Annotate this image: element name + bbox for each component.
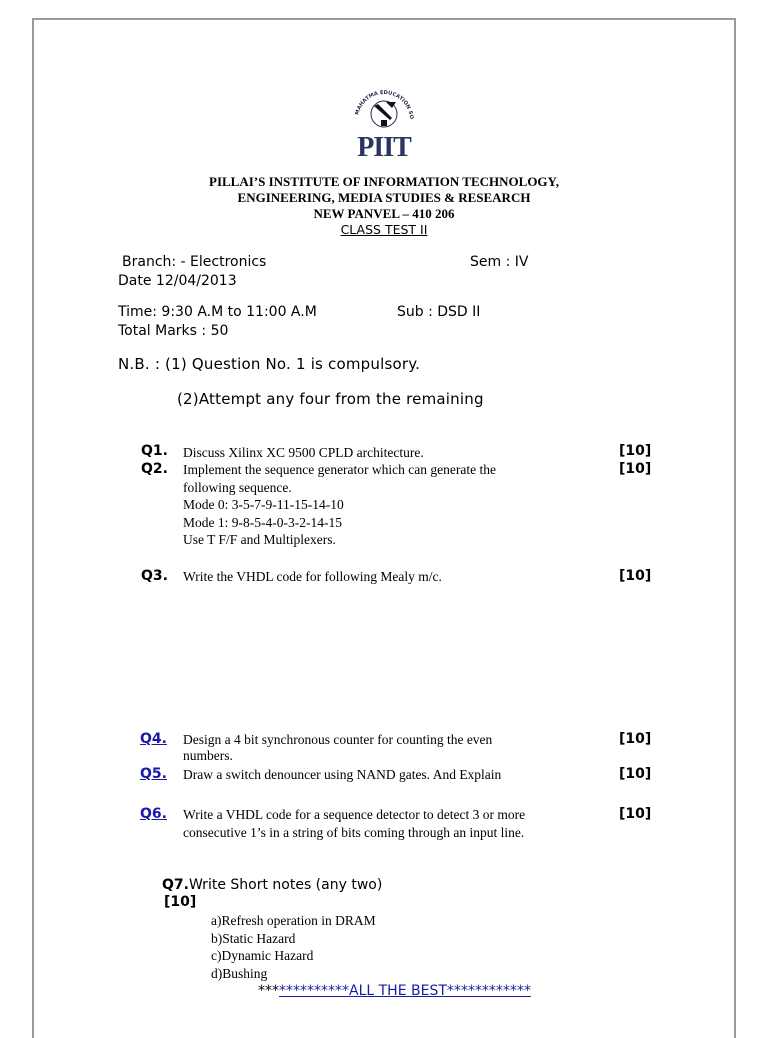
question-marks: [10] — [619, 461, 652, 477]
institute-name-line2: ENGINEERING, MEDIA STUDIES & RESEARCH — [237, 190, 531, 205]
question-marks: [10] — [619, 766, 652, 782]
question-marks: [10] — [619, 731, 652, 747]
question-marks: [10] — [619, 568, 652, 584]
question-number-link[interactable]: Q6. — [140, 806, 167, 822]
all-the-best-footer — [258, 983, 531, 999]
institute-address: NEW PANVEL – 410 206 — [313, 206, 455, 221]
note-attempt-any-four: (2)Attempt any four from the remaining — [177, 390, 484, 408]
question-text: Draw a switch denouncer using NAND gates. And Explain — [183, 767, 502, 782]
total-marks-label: Total Marks : 50 — [118, 323, 229, 339]
list-item: a)Refresh operation in DRAM — [211, 913, 376, 928]
question-text: Design a 4 bit synchronous counter for counting the even numbers. — [183, 732, 493, 763]
subject-label: Sub : DSD II — [397, 304, 481, 320]
semester-label: Sem : IV — [470, 254, 529, 270]
question-number: Q2. — [141, 461, 168, 477]
svg-text:MAHATMA EDUCATION SOCIETY'S — [344, 80, 414, 120]
time-label: Time: 9:30 A.M to 11:00 A.M — [118, 304, 317, 320]
question-text: Implement the sequence generator which can generate the following sequence. Mode 0: 3-5-7-9-11-15-14-10 Mode 1: 9-8-5-4-0-3-2-14-15 Use T F/F and Multiplexers. — [183, 462, 496, 548]
logo-text: PIIT — [357, 132, 411, 160]
question-number: Q1. — [141, 443, 168, 459]
question-number-link[interactable]: Q4. — [140, 731, 167, 747]
question-number: Q7. — [162, 877, 189, 893]
question-marks: [10] — [619, 806, 652, 822]
institute-name-line1: PILLAI’S INSTITUTE OF INFORMATION TECHNOLOGY, — [209, 174, 559, 189]
all-the-best-link[interactable]: **********ALL THE BEST************ — [279, 983, 531, 999]
question-text: Write Short notes (any two) — [188, 877, 383, 893]
footer-prefix: *** — [258, 983, 279, 999]
question-text: Discuss Xilinx XC 9500 CPLD architecture. — [183, 445, 424, 460]
list-item: c)Dynamic Hazard — [211, 948, 314, 964]
question-number: Q3. — [141, 568, 168, 584]
date-label: Date 12/04/2013 — [118, 273, 237, 289]
note-compulsory: N.B. : (1) Question No. 1 is compulsory. — [118, 355, 421, 373]
question-number-link[interactable]: Q5. — [140, 766, 167, 782]
test-title: CLASS TEST II — [340, 222, 428, 237]
question-text: Write a VHDL code for a sequence detector to detect 3 or more consecutive 1’s in a string of bits coming through an input line. — [183, 807, 526, 840]
piit-logo — [344, 80, 424, 160]
list-item: b)Static Hazard — [211, 930, 296, 946]
question-marks: [10] — [619, 443, 652, 459]
branch-label: Branch: - Electronics — [122, 254, 267, 270]
question-7-heading — [162, 876, 382, 894]
list-item: d)Bushing — [211, 965, 268, 981]
question-text: Write the VHDL code for following Mealy m/c. — [183, 569, 442, 584]
logo-ring-text: MAHATMA EDUCATION SO — [354, 89, 415, 120]
short-notes-list — [211, 912, 376, 982]
question-marks: [10] — [164, 894, 197, 910]
